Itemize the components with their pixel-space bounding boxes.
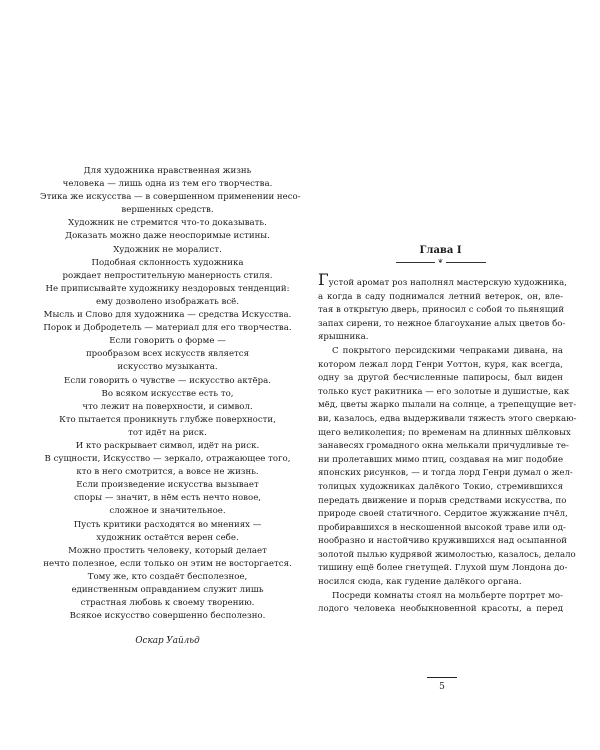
epigraph-page [40, 165, 301, 648]
epigraph-line: Пусть критики расходятся во мнениях — [73, 519, 262, 530]
chapter-line: щего великолепия; по временам на длинных шёлковых [318, 427, 571, 438]
chapter-line: Посреди комнаты стоял на мольберте портрет мо- [332, 590, 563, 601]
chapter-title: Глава I [419, 245, 462, 256]
epigraph-line: Художник не моралист. [113, 244, 222, 255]
chapter-line: золотой пылью кудрявой жимолостью, казалось, делало [318, 549, 576, 560]
page-number-text: 5 [439, 682, 445, 692]
epigraph-line: Если говорить о форме — [109, 336, 226, 347]
epigraph-line: Мысль и Слово для художника — средства Искусства. [43, 310, 292, 321]
epigraph-line: Тому же, кто создаёт бесполезное, [87, 571, 248, 582]
chapter-line: ни пролетавших мимо птиц, создавая на миг подобие [318, 454, 564, 465]
chapter-line [318, 270, 567, 291]
epigraph-line: Не приписывайте художнику нездоровых тенденций: [45, 283, 290, 294]
chapter-line: тая в открытую дверь, приносил с собой то пьянящий [318, 305, 565, 316]
epigraph-line: нечто полезное, если только он этим не восторгается. [43, 558, 292, 569]
epigraph-line: вершенных средств. [121, 205, 214, 216]
epigraph-line: тот идёт на риск. [128, 427, 207, 438]
page-number [422, 677, 462, 692]
chapter-body [318, 270, 577, 617]
epigraph-line: что лежит на поверхности, и символ. [82, 401, 253, 412]
chapter-line: только куст ракитника — его золотые и душистые, как [318, 386, 570, 397]
epigraph-line: рождает непростительную манерность стиля. [62, 270, 273, 281]
chapter-line: мёд, цветы жарко пылали на солнце, а трепещущие вет- [318, 400, 577, 411]
epigraph-line: Доказать можно даже неоспоримые истины. [65, 231, 270, 242]
chapter-line: одну за другой бесчисленные папиросы, был виден [318, 373, 563, 384]
epigraph-line: Если произведение искусства вызывает [76, 480, 259, 491]
epigraph-line: единственным оправданием служит лишь [71, 585, 264, 595]
chapter-line: носился сюда, как гудение далёкого органа. [318, 577, 522, 588]
epigraph-line: Можно простить человеку, который делает [68, 545, 267, 556]
chapter-line: нообразно и настойчиво кружившихся над осыпанной [318, 536, 567, 547]
chapter-line: толицых художниках далёкого Токио, стремившихся [318, 481, 563, 492]
epigraph-line: прообразом всех искусств является [85, 349, 250, 360]
chapter-line: С покрытого персидскими чепраками дивана, на [332, 345, 563, 356]
chapter-line: передать движение и порыв средствами искусства, по [318, 495, 567, 506]
epigraph-line: Порок и Добродетель — материал для его творчества. [43, 323, 292, 334]
chapter-line: природе своей статичного. Сердитое жужжание пчёл, [318, 509, 568, 520]
epigraph-line: Этика же искусства — в совершенном применении несо- [40, 192, 301, 203]
epigraph-line: И кто раскрывает символ, идёт на риск. [75, 440, 260, 451]
epigraph-line: Для художника нравственная жизнь [83, 166, 252, 176]
epigraph-text [40, 165, 301, 623]
chapter-line: японских рисунков, — и тогда лорд Генри думал о жел- [318, 468, 573, 479]
epigraph-line: В сущности, Искусство — зеркало, отражающее того, [44, 454, 291, 465]
epigraph-line: ему дозволено изображать всё. [96, 296, 239, 307]
chapter-line: а когда в саду поднимался летний ветерок, он, вле- [318, 291, 563, 302]
chapter-page [318, 245, 577, 617]
drop-cap: Г [318, 270, 329, 289]
chapter-ornament [396, 259, 486, 265]
chapter-line: пробиравшихся в нескошенной высокой траве или од- [318, 522, 566, 533]
chapter-line: лодого человека необыкновенной красоты, а перед [318, 604, 563, 615]
epigraph-line: Всякое искусство совершенно бесполезно. [69, 611, 266, 622]
epigraph-line: Во всяком искусстве есть то, [101, 388, 234, 399]
chapter-line: тишину ещё более гнетущей. Глухой шум Лондона до- [318, 563, 568, 574]
epigraph-line: страстная любовь к своему творению. [80, 598, 255, 609]
chapter-line: ви, казалось, едва выдерживали тяжесть этого сверкаю- [318, 413, 577, 424]
epigraph-line: Кто пытается проникнуть глубже поверхности, [59, 414, 276, 425]
epigraph-line: Если говорить о чувстве — искусство актёра. [64, 375, 271, 386]
chapter-line: ярышника. [318, 332, 369, 343]
epigraph-line: сложное и значительное. [109, 506, 226, 517]
chapter-line: котором лежал лорд Генри Уоттон, куря, как всегда, [318, 359, 563, 370]
chapter-line: запах сирени, то нежное благоухание алых цветов бо- [318, 318, 566, 329]
fleuron-icon: ❦ [437, 258, 444, 265]
epigraph-author: Оскар Уайльд [135, 636, 200, 647]
epigraph-line: Подобная склонность художника [91, 257, 244, 268]
epigraph-line: человека — лишь одна из тем его творчества. [62, 179, 273, 190]
epigraph-line: кто в него смотрится, а вовсе не жизнь. [76, 467, 259, 478]
epigraph-line: искусство музыканта. [117, 362, 218, 373]
epigraph-line: художник остаётся верен себе. [96, 532, 239, 543]
chapter-line: занавесях громадного окна мелькали причудливые те- [318, 441, 569, 452]
epigraph-line: Художник не стремится что-то доказывать. [68, 218, 267, 229]
chapter-line-text: устой аромат роз наполнял мастерскую художника, [328, 278, 567, 288]
epigraph-line: споры — значит, в нём есть нечто новое, [73, 493, 262, 504]
